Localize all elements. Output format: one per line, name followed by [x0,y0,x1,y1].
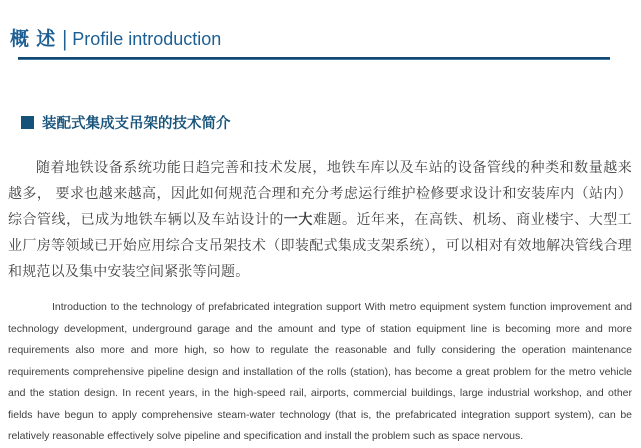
header-title [10,24,641,51]
english-paragraph: Introduction to the technology of prefabricated integration support With metro equipment system function improvement and technology development, underground garage and the amount and type of station equipment line is becoming more and more requirements also more and more high, so how to regulate the reasonable and fully considering the operation maintenance requirements comprehensive pipeline design and installation of the rolls (station), has become a great problem for the metro vehicle and the station design. In recent years, in the high-speed rail, airports, commercial buildings, large industrial workshop, and other fields have begun to apply comprehensive steam-water technology (that is, the prefabricated integration support system), can be relatively reasonable effectively solve pipeline and specification and install the problem such as space nervous. [8,301,632,442]
chinese-text-part2: 难题。近年来，在高铁、机场、商业楼宇、大型工业厂房等领域已开始应用综合支吊架技术（即装配式集成支架系统），可以相对有效地解决管线合理和规范以及集中安装空间紧张等问题。 [8,211,632,279]
header-title-zh: 概 述 [10,29,57,50]
chinese-text-bold: 一大 [283,211,313,227]
section-title [21,112,632,133]
section-title-text: 装配式集成支吊架的技术简介 [42,116,231,132]
content-section [0,112,641,448]
square-bullet-icon [21,116,34,129]
chinese-text-part1: 随着地铁设备系统功能日趋完善和技术发展，地铁车库以及车站的设备管线的种类和数量越来越多， 要求也越来越高，因此如何规范合理和充分考虑运行维护检修要求设计和安装库内（站内）综合管线，已成为地铁车辆以及车站设计的 [8,159,632,227]
chinese-paragraph [8,154,632,284]
header-separator: | [62,27,68,52]
header-title-en: Profile introduction [72,29,222,49]
header-rule [18,57,610,60]
page-header [0,0,641,60]
